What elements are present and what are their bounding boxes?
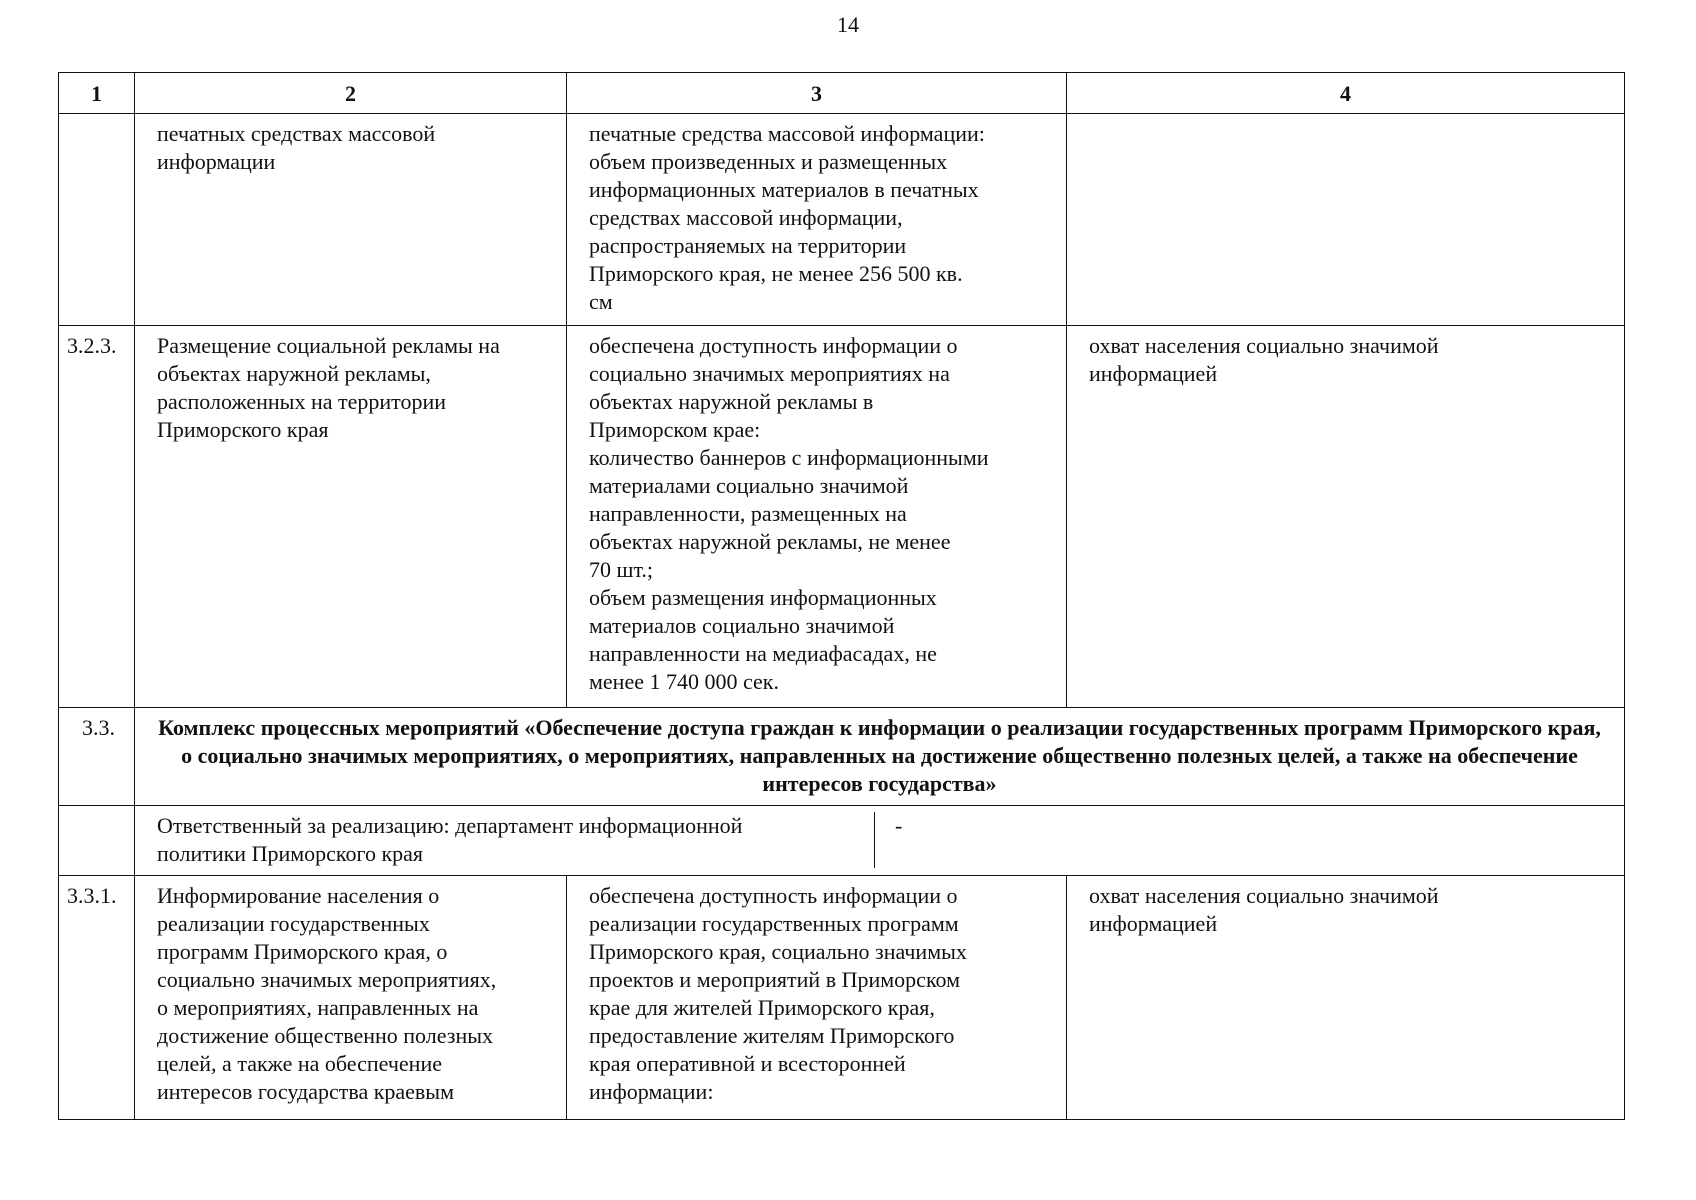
table-row bbox=[59, 114, 1625, 326]
text-line: Приморского края bbox=[157, 417, 329, 442]
text-line: интересов государства краевым bbox=[157, 1079, 455, 1104]
text-line: см bbox=[589, 289, 613, 314]
text-line: информацией bbox=[1089, 361, 1218, 386]
text-line: Приморском крае: bbox=[589, 417, 761, 442]
text-line: печатных средствах массовой bbox=[157, 121, 436, 146]
text-line: Размещение социальной рекламы на bbox=[157, 333, 500, 358]
header-col-4: 4 bbox=[1067, 73, 1625, 114]
text-line: обеспечена доступность информации о bbox=[589, 883, 958, 908]
table-row bbox=[59, 876, 1625, 1120]
text-line: распространяемых на территории bbox=[589, 233, 907, 258]
page-number: 14 bbox=[837, 12, 859, 37]
text-line: объектах наружной рекламы, bbox=[157, 361, 431, 386]
text-line: средствах массовой информации, bbox=[589, 205, 903, 230]
text-line: информации bbox=[157, 149, 276, 174]
text-line: материалами социально значимой bbox=[589, 473, 909, 498]
text-line: объектах наружной рекламы, не менее bbox=[589, 529, 951, 554]
text-line: печатные средства массовой информации: bbox=[589, 121, 985, 146]
indicator-cell bbox=[1067, 114, 1625, 326]
responsible-cell bbox=[135, 806, 1625, 876]
section-number: 3.3. bbox=[59, 708, 135, 806]
table-header-row bbox=[59, 73, 1625, 114]
text-line: реализации государственных bbox=[157, 911, 430, 936]
text-line: обеспечена доступность информации о bbox=[589, 333, 958, 358]
text-line: 70 шт.; bbox=[589, 557, 654, 582]
responsible-text bbox=[135, 812, 875, 868]
section-row bbox=[59, 708, 1625, 806]
result-cell bbox=[567, 326, 1067, 708]
text-line: объем размещения информационных bbox=[589, 585, 937, 610]
section-title: Комплекс процессных мероприятий «Обеспечение доступа граждан к информации о реализации государственных программ Приморского края, о социально значимых мероприятиях, о мероприятиях, направленных на достижение общественно полезных целей, а также на обеспечение интересов государства» bbox=[135, 708, 1625, 806]
text-line: объектах наружной рекламы в bbox=[589, 389, 874, 414]
text-line: края оперативной и всесторонней bbox=[589, 1051, 906, 1076]
result-cell bbox=[567, 876, 1067, 1120]
text-line: о мероприятиях, направленных на bbox=[157, 995, 479, 1020]
text-line: объем произведенных и размещенных bbox=[589, 149, 948, 174]
row-number bbox=[59, 114, 135, 326]
text-line: охват населения социально значимой bbox=[1089, 333, 1439, 358]
measure-cell bbox=[135, 326, 567, 708]
text-line: направленности, размещенных на bbox=[589, 501, 907, 526]
text-line: информацией bbox=[1089, 911, 1218, 936]
measure-cell bbox=[135, 114, 567, 326]
text-line: количество баннеров с информационными bbox=[589, 445, 989, 470]
text-line: Ответственный за реализацию: департамент информационной bbox=[157, 813, 743, 838]
text-line: информационных материалов в печатных bbox=[589, 177, 979, 202]
text-line: социально значимых мероприятиях, bbox=[157, 967, 497, 992]
row-number: 3.3.1. bbox=[59, 876, 135, 1120]
text-line: информации: bbox=[589, 1079, 714, 1104]
result-cell bbox=[567, 114, 1067, 326]
header-col-1: 1 bbox=[59, 73, 135, 114]
text-line: Приморского края, не менее 256 500 кв. bbox=[589, 261, 963, 286]
text-line: Приморского края, социально значимых bbox=[589, 939, 967, 964]
responsible-dash: - bbox=[895, 813, 903, 838]
table-row bbox=[59, 326, 1625, 708]
text-line: предоставление жителям Приморского bbox=[589, 1023, 955, 1048]
text-line: направленности на медиафасадах, не bbox=[589, 641, 937, 666]
text-line: социально значимых мероприятиях на bbox=[589, 361, 950, 386]
text-line: Информирование населения о bbox=[157, 883, 440, 908]
text-line: материалов социально значимой bbox=[589, 613, 895, 638]
text-line: расположенных на территории bbox=[157, 389, 447, 414]
text-line: целей, а также на обеспечение bbox=[157, 1051, 442, 1076]
text-line: проектов и мероприятий в Приморском bbox=[589, 967, 961, 992]
program-table bbox=[58, 72, 1625, 1120]
indicator-cell bbox=[1067, 876, 1625, 1120]
text-line: крае для жителей Приморского края, bbox=[589, 995, 935, 1020]
empty-number-cell bbox=[59, 806, 135, 876]
text-line: достижение общественно полезных bbox=[157, 1023, 494, 1048]
indicator-cell bbox=[1067, 326, 1625, 708]
text-line: политики Приморского края bbox=[157, 841, 424, 866]
measure-cell bbox=[135, 876, 567, 1120]
row-number: 3.2.3. bbox=[59, 326, 135, 708]
text-line: охват населения социально значимой bbox=[1089, 883, 1439, 908]
responsible-row bbox=[59, 806, 1625, 876]
header-col-3: 3 bbox=[567, 73, 1067, 114]
text-line: реализации государственных программ bbox=[589, 911, 959, 936]
header-col-2: 2 bbox=[135, 73, 567, 114]
text-line: менее 1 740 000 сек. bbox=[589, 669, 779, 694]
text-line: программ Приморского края, о bbox=[157, 939, 448, 964]
